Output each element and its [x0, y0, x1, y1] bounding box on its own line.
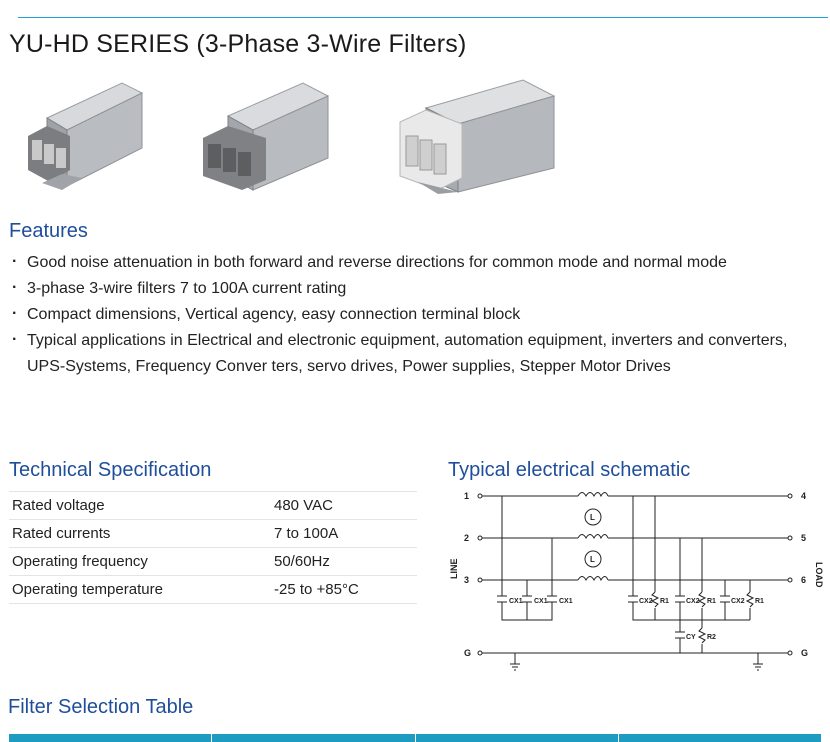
top-rule — [18, 17, 828, 18]
spec-label: Rated currents — [9, 520, 271, 548]
r1-label: R1 — [707, 598, 716, 605]
selection-heading: Filter Selection Table — [8, 696, 194, 718]
terminal-label: 2 — [464, 533, 470, 543]
spec-value: 7 to 100A — [271, 520, 417, 548]
spec-label: Rated voltage — [9, 492, 271, 520]
inductor-label: L — [590, 555, 595, 564]
spec-value: 480 VAC — [271, 492, 417, 520]
cx2-label: CX2 — [686, 598, 700, 605]
inductor-label: L — [590, 513, 595, 522]
terminal-label: G — [464, 648, 472, 658]
terminal-label: 6 — [801, 575, 807, 585]
feature-item: · Good noise attenuation in both forward and reverse directions for common mode and normal mode — [12, 250, 792, 276]
selection-table-header — [9, 734, 821, 742]
electrical-schematic — [440, 482, 825, 677]
spec-table — [9, 491, 417, 604]
spec-row — [9, 548, 417, 576]
cx2-label: CX2 — [639, 598, 653, 605]
r1-label: R1 — [755, 598, 764, 605]
table-header-cell — [619, 734, 821, 742]
spec-row — [9, 492, 417, 520]
terminal-label: 3 — [464, 575, 470, 585]
cx1-label: CX1 — [559, 598, 573, 605]
spec-value: -25 to +85°C — [271, 576, 417, 604]
spec-row — [9, 576, 417, 604]
spec-label: Operating frequency — [9, 548, 271, 576]
page-title: YU-HD SERIES (3-Phase 3-Wire Filters) — [9, 30, 467, 58]
feature-item: · Typical applications in Electrical and electronic equipment, automation equipment, inverters and converters, UPS-Systems, Frequency Conver ters, servo drives, Power supplies, Stepper Motor Drives — [12, 328, 792, 380]
schematic-heading: Typical electrical schematic — [448, 459, 691, 481]
r2-label: R2 — [707, 634, 716, 641]
terminal-label: 4 — [801, 491, 807, 501]
feature-item: · Compact dimensions, Vertical agency, easy connection terminal block — [12, 302, 792, 328]
features-list — [12, 250, 792, 380]
table-header-cell — [212, 734, 415, 742]
cx2-label: CX2 — [731, 598, 745, 605]
product-photo-medium — [198, 78, 330, 193]
spec-row — [9, 520, 417, 548]
terminal-label: G — [801, 648, 809, 658]
r1-label: R1 — [660, 598, 669, 605]
spec-heading: Technical Specification — [9, 459, 212, 481]
table-header-cell — [9, 734, 212, 742]
features-heading: Features — [9, 220, 88, 242]
product-photo-large — [398, 78, 558, 194]
line-label: LINE — [449, 558, 459, 579]
cx1-label: CX1 — [534, 598, 548, 605]
spec-value: 50/60Hz — [271, 548, 417, 576]
terminal-label: 5 — [801, 533, 807, 543]
cx1-label: CX1 — [509, 598, 523, 605]
terminal-label: 1 — [464, 491, 470, 501]
feature-item: · 3-phase 3-wire filters 7 to 100A current rating — [12, 276, 792, 302]
spec-label: Operating temperature — [9, 576, 271, 604]
table-header-cell — [416, 734, 619, 742]
product-photo-small — [22, 78, 144, 193]
cy-label: CY — [686, 634, 696, 641]
load-label: LOAD — [814, 562, 824, 588]
